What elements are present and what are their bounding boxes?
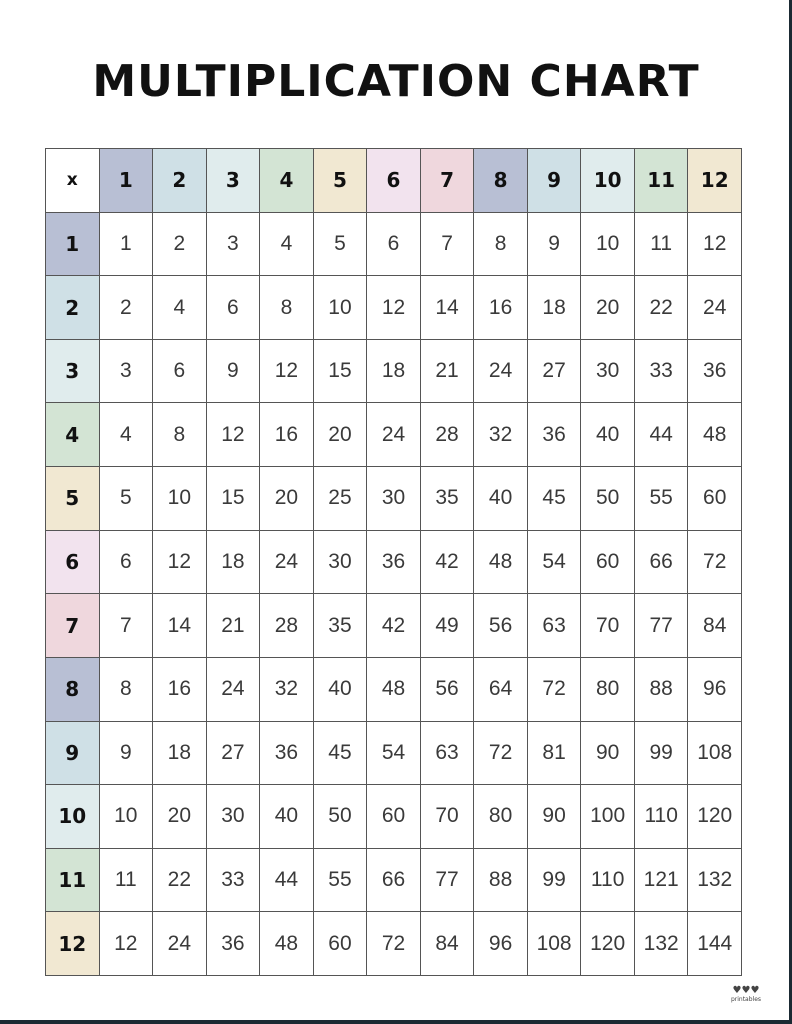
row-header: 10 (46, 785, 100, 849)
product-cell: 88 (474, 849, 528, 913)
product-cell: 24 (207, 658, 261, 722)
product-cell: 2 (100, 276, 154, 340)
product-cell: 48 (474, 531, 528, 595)
product-cell: 110 (581, 849, 635, 913)
product-cell: 6 (100, 531, 154, 595)
product-cell: 110 (635, 785, 689, 849)
product-cell: 96 (474, 912, 528, 976)
column-header: 3 (207, 149, 261, 213)
logo-glyph: ♥♥♥ (732, 985, 760, 996)
product-cell: 132 (635, 912, 689, 976)
product-cell: 24 (260, 531, 314, 595)
product-cell: 55 (314, 849, 368, 913)
product-cell: 77 (421, 849, 475, 913)
product-cell: 12 (367, 276, 421, 340)
product-cell: 54 (528, 531, 582, 595)
product-cell: 120 (688, 785, 742, 849)
product-cell: 50 (314, 785, 368, 849)
row-header: 11 (46, 849, 100, 913)
multiplication-grid (45, 148, 742, 976)
product-cell: 11 (635, 213, 689, 277)
product-cell: 64 (474, 658, 528, 722)
product-cell: 18 (528, 276, 582, 340)
product-cell: 40 (474, 467, 528, 531)
product-cell: 20 (260, 467, 314, 531)
product-cell: 6 (207, 276, 261, 340)
product-cell: 63 (421, 722, 475, 786)
product-cell: 9 (207, 340, 261, 404)
product-cell: 4 (260, 213, 314, 277)
logo-text: printables (730, 996, 762, 1003)
product-cell: 99 (528, 849, 582, 913)
product-cell: 45 (528, 467, 582, 531)
column-header: 11 (635, 149, 689, 213)
product-cell: 88 (635, 658, 689, 722)
product-cell: 48 (260, 912, 314, 976)
product-cell: 108 (688, 722, 742, 786)
product-cell: 22 (153, 849, 207, 913)
product-cell: 40 (581, 403, 635, 467)
product-cell: 60 (314, 912, 368, 976)
product-cell: 90 (581, 722, 635, 786)
product-cell: 100 (581, 785, 635, 849)
row-header: 2 (46, 276, 100, 340)
product-cell: 18 (153, 722, 207, 786)
product-cell: 4 (153, 276, 207, 340)
product-cell: 63 (528, 594, 582, 658)
corner-cell: x (46, 149, 100, 213)
product-cell: 16 (474, 276, 528, 340)
product-cell: 132 (688, 849, 742, 913)
column-header: 1 (100, 149, 154, 213)
column-header: 7 (421, 149, 475, 213)
product-cell: 56 (474, 594, 528, 658)
product-cell: 8 (474, 213, 528, 277)
product-cell: 27 (207, 722, 261, 786)
product-cell: 10 (100, 785, 154, 849)
product-cell: 30 (207, 785, 261, 849)
page-title: MULTIPLICATION CHART (92, 56, 700, 107)
product-cell: 33 (635, 340, 689, 404)
product-cell: 18 (367, 340, 421, 404)
product-cell: 14 (153, 594, 207, 658)
row-header: 6 (46, 531, 100, 595)
product-cell: 10 (314, 276, 368, 340)
product-cell: 28 (260, 594, 314, 658)
product-cell: 48 (367, 658, 421, 722)
product-cell: 108 (528, 912, 582, 976)
product-cell: 8 (100, 658, 154, 722)
product-cell: 45 (314, 722, 368, 786)
product-cell: 99 (635, 722, 689, 786)
product-cell: 36 (367, 531, 421, 595)
product-cell: 50 (581, 467, 635, 531)
product-cell: 4 (100, 403, 154, 467)
product-cell: 20 (581, 276, 635, 340)
product-cell: 15 (314, 340, 368, 404)
product-cell: 30 (314, 531, 368, 595)
product-cell: 28 (421, 403, 475, 467)
product-cell: 3 (207, 213, 261, 277)
product-cell: 77 (635, 594, 689, 658)
product-cell: 49 (421, 594, 475, 658)
column-header: 10 (581, 149, 635, 213)
product-cell: 35 (314, 594, 368, 658)
product-cell: 40 (314, 658, 368, 722)
product-cell: 32 (474, 403, 528, 467)
product-cell: 70 (581, 594, 635, 658)
product-cell: 12 (207, 403, 261, 467)
column-header: 8 (474, 149, 528, 213)
product-cell: 120 (581, 912, 635, 976)
product-cell: 24 (688, 276, 742, 340)
product-cell: 16 (153, 658, 207, 722)
column-header: 4 (260, 149, 314, 213)
column-header: 12 (688, 149, 742, 213)
product-cell: 14 (421, 276, 475, 340)
column-header: 6 (367, 149, 421, 213)
product-cell: 12 (100, 912, 154, 976)
printables-logo-icon (726, 986, 766, 1004)
product-cell: 60 (581, 531, 635, 595)
product-cell: 44 (260, 849, 314, 913)
product-cell: 30 (581, 340, 635, 404)
product-cell: 20 (314, 403, 368, 467)
product-cell: 42 (421, 531, 475, 595)
product-cell: 20 (153, 785, 207, 849)
product-cell: 90 (528, 785, 582, 849)
product-cell: 54 (367, 722, 421, 786)
product-cell: 5 (100, 467, 154, 531)
product-cell: 60 (367, 785, 421, 849)
product-cell: 36 (688, 340, 742, 404)
product-cell: 42 (367, 594, 421, 658)
product-cell: 36 (207, 912, 261, 976)
product-cell: 25 (314, 467, 368, 531)
product-cell: 24 (153, 912, 207, 976)
product-cell: 72 (688, 531, 742, 595)
product-cell: 72 (528, 658, 582, 722)
row-header: 3 (46, 340, 100, 404)
product-cell: 3 (100, 340, 154, 404)
product-cell: 84 (688, 594, 742, 658)
product-cell: 5 (314, 213, 368, 277)
product-cell: 24 (474, 340, 528, 404)
product-cell: 24 (367, 403, 421, 467)
product-cell: 18 (207, 531, 261, 595)
product-cell: 2 (153, 213, 207, 277)
product-cell: 144 (688, 912, 742, 976)
product-cell: 27 (528, 340, 582, 404)
row-header: 1 (46, 213, 100, 277)
product-cell: 66 (635, 531, 689, 595)
product-cell: 36 (528, 403, 582, 467)
product-cell: 35 (421, 467, 475, 531)
product-cell: 55 (635, 467, 689, 531)
row-header: 4 (46, 403, 100, 467)
product-cell: 70 (421, 785, 475, 849)
product-cell: 12 (688, 213, 742, 277)
product-cell: 9 (528, 213, 582, 277)
row-header: 7 (46, 594, 100, 658)
row-header: 9 (46, 722, 100, 786)
product-cell: 72 (474, 722, 528, 786)
product-cell: 96 (688, 658, 742, 722)
row-header: 5 (46, 467, 100, 531)
product-cell: 16 (260, 403, 314, 467)
product-cell: 80 (474, 785, 528, 849)
product-cell: 36 (260, 722, 314, 786)
product-cell: 8 (153, 403, 207, 467)
product-cell: 30 (367, 467, 421, 531)
product-cell: 121 (635, 849, 689, 913)
product-cell: 44 (635, 403, 689, 467)
product-cell: 21 (421, 340, 475, 404)
column-header: 5 (314, 149, 368, 213)
product-cell: 12 (153, 531, 207, 595)
product-cell: 72 (367, 912, 421, 976)
product-cell: 40 (260, 785, 314, 849)
product-cell: 10 (581, 213, 635, 277)
product-cell: 81 (528, 722, 582, 786)
product-cell: 10 (153, 467, 207, 531)
product-cell: 1 (100, 213, 154, 277)
page-bottom-border (0, 1020, 792, 1024)
product-cell: 6 (153, 340, 207, 404)
product-cell: 22 (635, 276, 689, 340)
product-cell: 7 (421, 213, 475, 277)
product-cell: 33 (207, 849, 261, 913)
product-cell: 60 (688, 467, 742, 531)
product-cell: 48 (688, 403, 742, 467)
column-header: 2 (153, 149, 207, 213)
product-cell: 32 (260, 658, 314, 722)
product-cell: 21 (207, 594, 261, 658)
row-header: 12 (46, 912, 100, 976)
product-cell: 66 (367, 849, 421, 913)
product-cell: 8 (260, 276, 314, 340)
row-header: 8 (46, 658, 100, 722)
product-cell: 12 (260, 340, 314, 404)
column-header: 9 (528, 149, 582, 213)
product-cell: 84 (421, 912, 475, 976)
product-cell: 15 (207, 467, 261, 531)
product-cell: 80 (581, 658, 635, 722)
product-cell: 11 (100, 849, 154, 913)
product-cell: 7 (100, 594, 154, 658)
product-cell: 56 (421, 658, 475, 722)
product-cell: 6 (367, 213, 421, 277)
product-cell: 9 (100, 722, 154, 786)
